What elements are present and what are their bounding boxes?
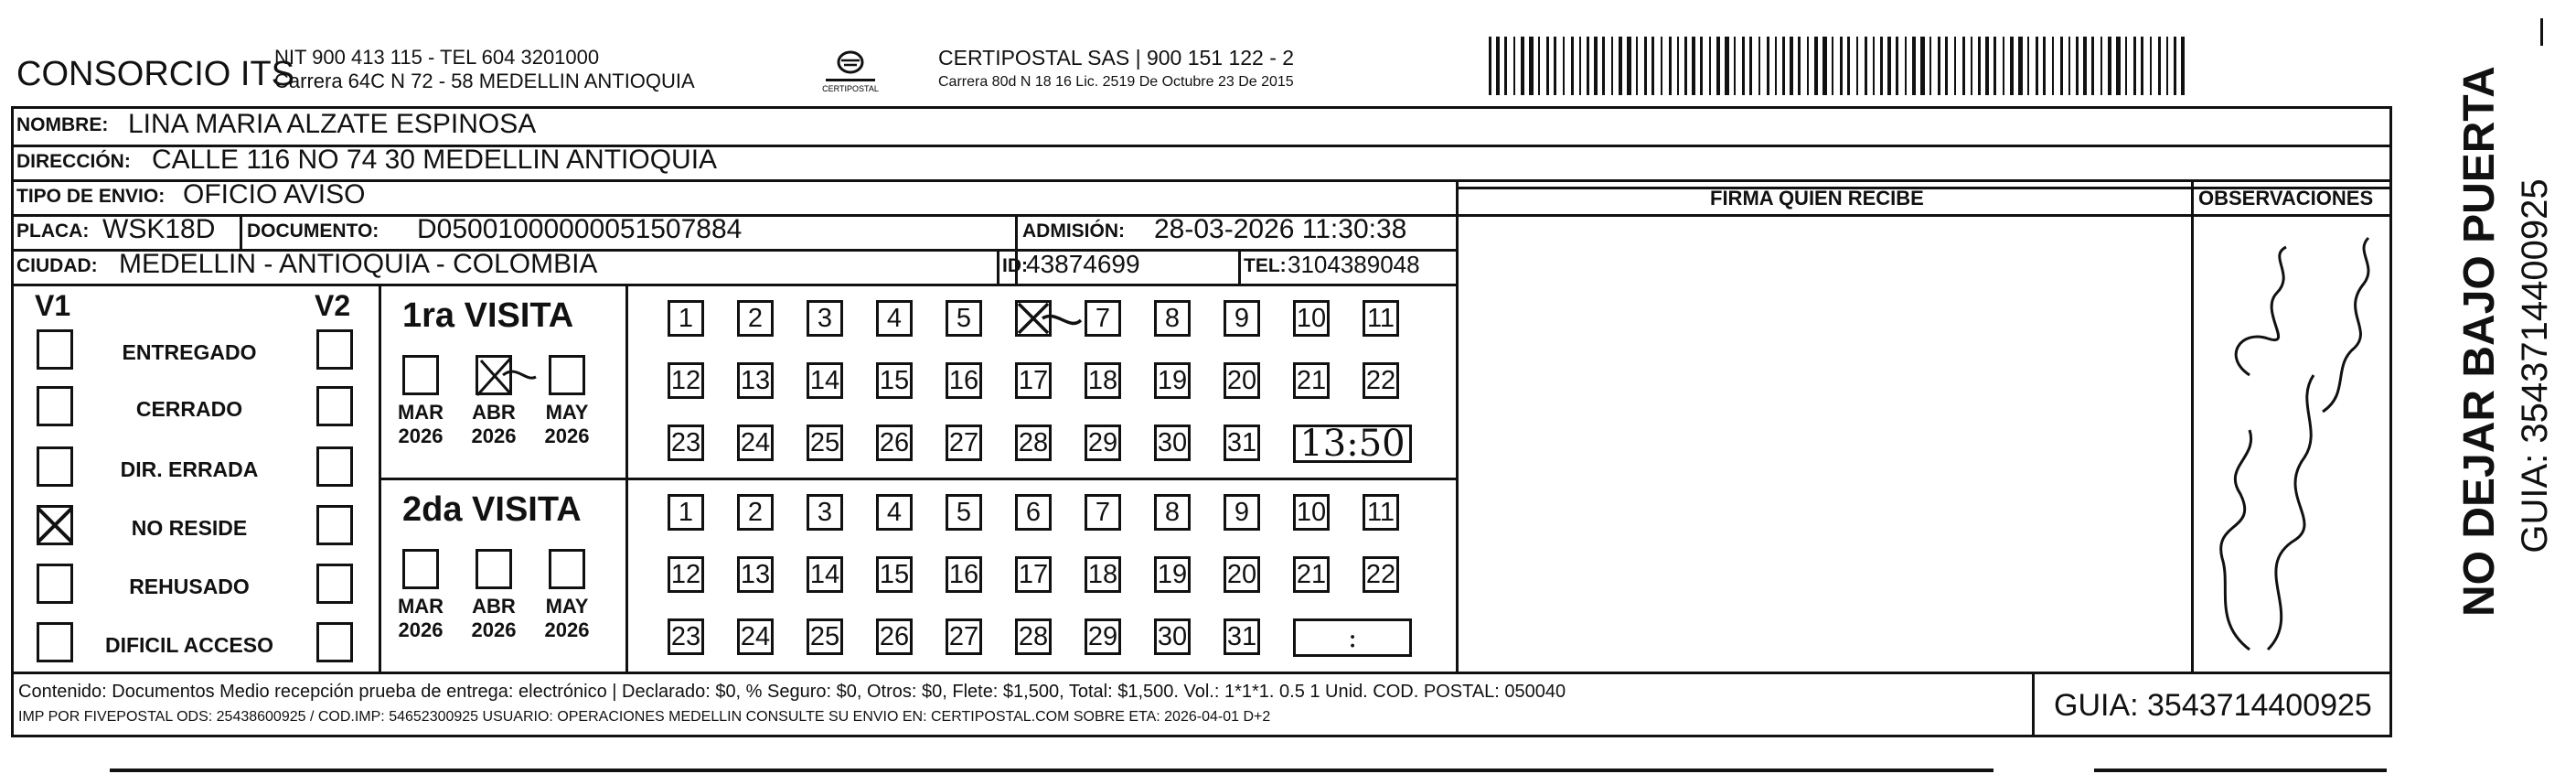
direccion-value: CALLE 116 NO 74 30 MEDELLIN ANTIOQUIA bbox=[152, 145, 718, 175]
barcode-bar bbox=[1822, 37, 1827, 95]
barcode-bar bbox=[2125, 37, 2127, 95]
month-label: ABR bbox=[472, 595, 516, 618]
barcode-bar bbox=[2003, 37, 2004, 95]
side-text bbox=[2407, 0, 2553, 774]
barcode-bar bbox=[1579, 37, 1581, 95]
day-box[interactable]: 11 bbox=[1363, 300, 1399, 337]
day-box[interactable]: 22 bbox=[1363, 556, 1399, 593]
barcode-bar bbox=[2076, 37, 2079, 95]
barcode-bar bbox=[1775, 37, 1777, 95]
courier-name: CERTIPOSTAL SAS | 900 151 122 - 2 bbox=[938, 46, 1295, 70]
day-box[interactable]: 18 bbox=[1085, 362, 1121, 399]
status-option-label: CERRADO bbox=[135, 397, 243, 421]
barcode-bar bbox=[1798, 37, 1801, 95]
barcode-bar bbox=[1594, 37, 1598, 95]
tipo-envio-label: TIPO DE ENVIO: bbox=[16, 186, 166, 207]
day-box[interactable]: 13 bbox=[737, 362, 774, 399]
month-label: MAR bbox=[397, 595, 444, 618]
month-label: MAY bbox=[545, 595, 589, 618]
day-box[interactable]: 1 bbox=[668, 494, 704, 531]
day-box[interactable]: 29 bbox=[1085, 618, 1121, 655]
day-box[interactable]: 30 bbox=[1154, 425, 1191, 461]
nombre-value: LINA MARIA ALZATE ESPINOSA bbox=[128, 109, 537, 139]
barcode-bar bbox=[2150, 37, 2152, 95]
year-label: 2026 bbox=[544, 425, 590, 447]
footer-line-1: Contenido: Documentos Medio recepción prueba de entrega: electrónico | Declarado: $0, % Seguro: $0, Otros: $0, Flete: $1,500, Total: $1,500. Vol.: 1*1*1. 0.5 1 Unid. COD. POSTAL: 050040 bbox=[18, 682, 1566, 702]
day-box[interactable]: 14 bbox=[807, 362, 843, 399]
admision-label: ADMISIÓN: bbox=[1022, 220, 1125, 242]
day-box[interactable]: 27 bbox=[946, 425, 982, 461]
side-no-dejar: NO DEJAR BAJO PUERTA bbox=[2455, 66, 2504, 617]
barcode-bar bbox=[1865, 37, 1867, 95]
year-label: 2026 bbox=[471, 618, 517, 641]
barcode-bar bbox=[1684, 37, 1687, 95]
barcode-bar bbox=[1489, 37, 1491, 95]
barcode-bar bbox=[1807, 37, 1809, 95]
barcode-bar bbox=[1571, 37, 1574, 95]
barcode-bar bbox=[1619, 37, 1622, 95]
year-label: 2026 bbox=[471, 425, 517, 447]
admision-value: 28-03-2026 11:30:38 bbox=[1154, 214, 1407, 244]
barcode-bar bbox=[1847, 37, 1850, 95]
barcode-bar bbox=[2018, 37, 2023, 95]
v2-checkbox-5[interactable] bbox=[316, 622, 353, 662]
tipo-envio-value: OFICIO AVISO bbox=[183, 179, 366, 210]
status-option-label: NO RESIDE bbox=[131, 516, 248, 540]
barcode-bar bbox=[1611, 37, 1613, 95]
day-box[interactable]: 20 bbox=[1224, 556, 1260, 593]
courier-address: Carrera 80d N 18 16 Lic. 2519 De Octubre 23 De 2015 bbox=[938, 74, 1294, 90]
barcode-bar bbox=[1920, 37, 1925, 95]
day-box[interactable]: 12 bbox=[668, 362, 704, 399]
company-name: CONSORCIO ITS bbox=[16, 55, 295, 93]
firma-label: FIRMA QUIEN RECIBE bbox=[1710, 187, 1924, 210]
barcode-bar bbox=[2027, 37, 2029, 95]
barcode-bar bbox=[1644, 37, 1647, 95]
barcode-bar bbox=[2166, 37, 2168, 95]
barcode-bar bbox=[1716, 37, 1720, 95]
v2-checkbox-0[interactable] bbox=[316, 329, 353, 370]
barcode-bar bbox=[1856, 37, 1858, 95]
day-box[interactable]: 1 bbox=[668, 300, 704, 337]
year-label: 2026 bbox=[398, 425, 444, 447]
day-box[interactable]: 28 bbox=[1015, 618, 1052, 655]
day-box[interactable]: 23 bbox=[668, 425, 704, 461]
month-label: MAY bbox=[545, 401, 589, 424]
day-box[interactable] bbox=[1015, 300, 1052, 337]
barcode-bar bbox=[1873, 37, 1875, 95]
day-box[interactable]: 23 bbox=[668, 618, 704, 655]
ciudad-value: MEDELLIN - ANTIOQUIA - COLOMBIA bbox=[119, 249, 598, 279]
id-label: ID: bbox=[1002, 255, 1028, 276]
barcode-bar bbox=[2043, 37, 2046, 95]
barcode-bar bbox=[1734, 37, 1736, 95]
placa-label: PLACA: bbox=[16, 220, 90, 242]
company-address: Carrera 64C N 72 - 58 MEDELLIN ANTIOQUIA bbox=[274, 70, 695, 92]
barcode-bar bbox=[1905, 37, 1907, 95]
barcode-bar bbox=[1929, 37, 1931, 95]
barcode-bar bbox=[1692, 37, 1695, 95]
day-box[interactable]: 13 bbox=[737, 556, 774, 593]
day-box[interactable]: 30 bbox=[1154, 618, 1191, 655]
nombre-label: NOMBRE: bbox=[16, 114, 109, 135]
day-box[interactable]: 16 bbox=[946, 362, 982, 399]
barcode-bar bbox=[1700, 37, 1703, 95]
placa-value: WSK18D bbox=[102, 214, 216, 244]
barcode-bar bbox=[2141, 37, 2143, 95]
day-box[interactable]: 31 bbox=[1224, 618, 1260, 655]
barcode-bar bbox=[1513, 37, 1515, 95]
tel-label: TEL: bbox=[1244, 255, 1287, 276]
month-checkbox[interactable] bbox=[549, 549, 585, 589]
day-box[interactable]: 16 bbox=[946, 556, 982, 593]
day-box[interactable]: 27 bbox=[946, 618, 982, 655]
day-box[interactable]: 24 bbox=[737, 618, 774, 655]
barcode-bar bbox=[2010, 37, 2014, 95]
visit-title: 2da VISITA bbox=[402, 490, 582, 529]
barcode-bar bbox=[1661, 37, 1662, 95]
day-box[interactable]: 29 bbox=[1085, 425, 1121, 461]
barcode-bar bbox=[1954, 37, 1956, 95]
barcode-bar bbox=[1636, 37, 1638, 95]
day-box[interactable]: 7 bbox=[1085, 494, 1121, 531]
day-box[interactable]: 17 bbox=[1015, 362, 1052, 399]
day-box[interactable]: 9 bbox=[1224, 494, 1260, 531]
month-checkbox[interactable] bbox=[476, 355, 512, 395]
day-box[interactable]: 26 bbox=[876, 425, 913, 461]
barcode-bar bbox=[2100, 37, 2102, 95]
day-box[interactable]: 4 bbox=[876, 300, 913, 337]
barcode-bar bbox=[1529, 37, 1534, 95]
day-box[interactable]: 22 bbox=[1363, 362, 1399, 399]
visit-title: 1ra VISITA bbox=[402, 296, 574, 335]
tel-value: 3104389048 bbox=[1288, 251, 1420, 278]
day-box[interactable]: 8 bbox=[1154, 494, 1191, 531]
time-box[interactable]: : bbox=[1293, 618, 1412, 657]
barcode-bar bbox=[1496, 37, 1500, 95]
year-label: 2026 bbox=[398, 618, 444, 641]
year-label: 2026 bbox=[544, 618, 590, 641]
barcode-bar bbox=[1758, 37, 1760, 95]
v2-checkbox-1[interactable] bbox=[316, 386, 353, 426]
barcode-bar bbox=[2083, 37, 2087, 95]
v2-checkbox-2[interactable] bbox=[316, 446, 353, 487]
barcode-bar bbox=[1962, 37, 1965, 95]
barcode-bar bbox=[1709, 37, 1711, 95]
v2-checkbox-4[interactable] bbox=[316, 564, 353, 604]
status-option-label: DIFICIL ACCESO bbox=[104, 633, 273, 657]
day-box[interactable]: 3 bbox=[807, 300, 843, 337]
barcode-bar bbox=[1814, 37, 1818, 95]
barcode-bar bbox=[1602, 37, 1605, 95]
barcode-bar bbox=[1938, 37, 1940, 95]
day-box[interactable]: 5 bbox=[946, 300, 982, 337]
ciudad-label: CIUDAD: bbox=[16, 255, 98, 276]
documento-value: D05001000000051507884 bbox=[417, 214, 743, 244]
day-box[interactable]: 14 bbox=[807, 556, 843, 593]
month-checkbox[interactable] bbox=[549, 355, 585, 395]
day-box[interactable]: 21 bbox=[1293, 362, 1330, 399]
barcode-bar bbox=[1651, 37, 1654, 95]
v2-label: V2 bbox=[315, 289, 351, 322]
company-nit: NIT 900 413 115 - TEL 604 3201000 bbox=[274, 46, 600, 69]
barcode-bar bbox=[1677, 37, 1679, 95]
direccion-label: DIRECCIÓN: bbox=[16, 151, 131, 172]
month-checkbox[interactable] bbox=[402, 355, 439, 395]
day-box[interactable]: 6 bbox=[1015, 494, 1052, 531]
v1-label: V1 bbox=[35, 289, 71, 322]
documento-label: DOCUMENTO: bbox=[247, 220, 379, 242]
day-box[interactable]: 3 bbox=[807, 494, 843, 531]
barcode-bar bbox=[1840, 37, 1843, 95]
barcode-bar bbox=[1587, 37, 1589, 95]
signature bbox=[2195, 220, 2390, 668]
time-box[interactable]: 13:50 bbox=[1293, 425, 1412, 463]
day-box[interactable]: 20 bbox=[1224, 362, 1260, 399]
barcode-bar bbox=[1627, 37, 1631, 95]
barcode-bar bbox=[1887, 37, 1891, 95]
certipostal-logo-icon bbox=[818, 44, 882, 95]
day-box[interactable]: 11 bbox=[1363, 494, 1399, 531]
barcode-bar bbox=[1912, 37, 1916, 95]
day-box[interactable]: 15 bbox=[876, 556, 913, 593]
day-box[interactable]: 9 bbox=[1224, 300, 1260, 337]
v2-checkbox-3[interactable] bbox=[316, 505, 353, 545]
day-box[interactable]: 2 bbox=[737, 494, 774, 531]
day-box[interactable]: 4 bbox=[876, 494, 913, 531]
barcode-bar bbox=[2116, 37, 2121, 95]
barcode bbox=[1489, 37, 2189, 95]
day-box[interactable]: 25 bbox=[807, 425, 843, 461]
barcode-bar bbox=[2108, 37, 2111, 95]
day-box[interactable]: 28 bbox=[1015, 425, 1052, 461]
barcode-bar bbox=[1749, 37, 1752, 95]
barcode-bar bbox=[1985, 37, 1989, 95]
day-box[interactable]: 19 bbox=[1154, 362, 1191, 399]
barcode-bar bbox=[1669, 37, 1672, 95]
barcode-bar bbox=[1896, 37, 1898, 95]
day-box[interactable]: 21 bbox=[1293, 556, 1330, 593]
day-box[interactable]: 15 bbox=[876, 362, 913, 399]
barcode-bar bbox=[1993, 37, 1996, 95]
day-box[interactable]: 7 bbox=[1085, 300, 1121, 337]
day-box[interactable]: 8 bbox=[1154, 300, 1191, 337]
barcode-bar bbox=[2181, 37, 2185, 95]
day-box[interactable]: 26 bbox=[876, 618, 913, 655]
month-label: MAR bbox=[397, 401, 444, 424]
day-box[interactable]: 24 bbox=[737, 425, 774, 461]
barcode-bar bbox=[2036, 37, 2038, 95]
barcode-bar bbox=[2158, 37, 2161, 95]
day-box[interactable]: 12 bbox=[668, 556, 704, 593]
barcode-bar bbox=[1945, 37, 1948, 95]
barcode-bar bbox=[1538, 37, 1540, 95]
day-box[interactable]: 18 bbox=[1085, 556, 1121, 593]
footer-guia: GUIA: 3543714400925 bbox=[2054, 688, 2372, 723]
barcode-bar bbox=[1554, 37, 1556, 95]
month-checkbox[interactable] bbox=[402, 549, 439, 589]
barcode-bar bbox=[1790, 37, 1793, 95]
barcode-bar bbox=[2052, 37, 2054, 95]
observaciones-label: OBSERVACIONES bbox=[2198, 187, 2374, 210]
barcode-bar bbox=[1880, 37, 1883, 95]
status-option-label: DIR. ERRADA bbox=[120, 457, 259, 481]
day-box[interactable]: 2 bbox=[737, 300, 774, 337]
barcode-bar bbox=[2174, 37, 2176, 95]
barcode-bar bbox=[1742, 37, 1745, 95]
day-box[interactable]: 10 bbox=[1293, 494, 1330, 531]
barcode-bar bbox=[1971, 37, 1972, 95]
barcode-bar bbox=[1832, 37, 1833, 95]
status-option-label: ENTREGADO bbox=[122, 340, 257, 364]
day-box[interactable]: 10 bbox=[1293, 300, 1330, 337]
footer-line-2: IMP POR FIVEPOSTAL ODS: 25438600925 / COD.IMP: 54652300925 USUARIO: OPERACIONES MEDELLIN CONSULTE SU ENVIO EN: CERTIPOSTAL.COM SOBRE ETA: 2026-04-01 D+2 bbox=[18, 709, 1271, 725]
barcode-bar bbox=[1725, 37, 1729, 95]
day-box[interactable]: 31 bbox=[1224, 425, 1260, 461]
day-box[interactable]: 19 bbox=[1154, 556, 1191, 593]
month-checkbox[interactable] bbox=[476, 549, 512, 589]
barcode-bar bbox=[2091, 37, 2094, 95]
barcode-bar bbox=[2133, 37, 2136, 95]
barcode-bar bbox=[1521, 37, 1524, 95]
barcode-bar bbox=[1504, 37, 1507, 95]
barcode-bar bbox=[2068, 37, 2070, 95]
day-box[interactable]: 5 bbox=[946, 494, 982, 531]
month-label: ABR bbox=[472, 401, 516, 424]
barcode-bar bbox=[1767, 37, 1769, 95]
barcode-bar bbox=[1782, 37, 1785, 95]
day-box[interactable]: 25 bbox=[807, 618, 843, 655]
side-guia: GUIA: 3543714400925 bbox=[2515, 178, 2555, 554]
barcode-bar bbox=[2060, 37, 2063, 95]
barcode-bar bbox=[1563, 37, 1565, 95]
id-value: 43874699 bbox=[1026, 250, 1140, 278]
barcode-bar bbox=[1978, 37, 1981, 95]
svg-text:CERTIPOSTAL: CERTIPOSTAL bbox=[822, 84, 879, 93]
status-option-label: REHUSADO bbox=[129, 575, 250, 598]
day-box[interactable]: 17 bbox=[1015, 556, 1052, 593]
barcode-bar bbox=[1546, 37, 1549, 95]
